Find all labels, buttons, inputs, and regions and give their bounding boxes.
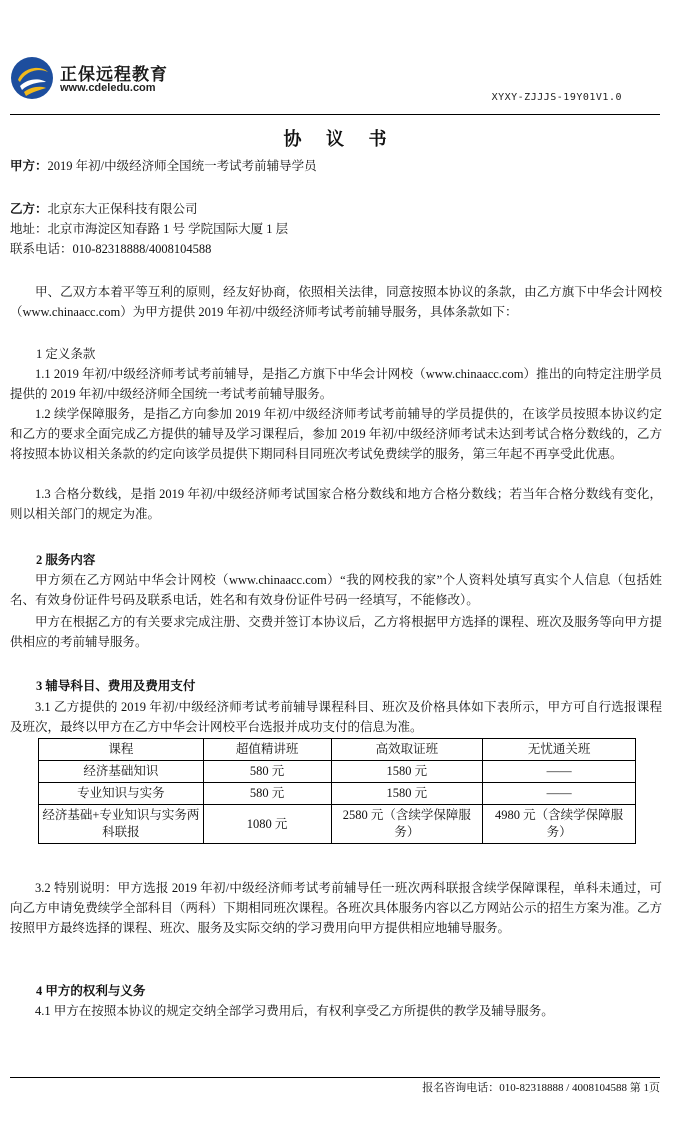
table-cell: 1080 元	[203, 805, 331, 844]
footer-divider	[10, 1077, 660, 1078]
section-2-paragraph-2: 甲方在根据乙方的有关要求完成注册、交费并签订本协议后，乙方将根据甲方选择的课程、班次及服务等向甲方提供相应的考前辅导服务。	[10, 615, 662, 649]
table-header-cell: 超值精讲班	[203, 739, 331, 761]
clause-3-1: 3.1 乙方提供的 2019 年初/中级经济师考试考前辅导课程科目、班次及价格具体如下表所示，甲方可自行选报课程及班次，最终以甲方在乙方中华会计网校平台选报并成功支付的信息为准。	[10, 700, 662, 734]
table-cell: ——	[483, 783, 636, 805]
footer-contact: 报名咨询电话：010-82318888 / 4008104588 第 1页	[422, 1082, 660, 1094]
intro-paragraph: 甲、乙双方本着平等互利的原则，经友好协商，依照相关法律，同意按照本协议的条款，由乙方旗下中华会计网校（www.chinaacc.com）为甲方提供 2019 年初/中级经济师考试考前辅导服务，具体条款如下：	[10, 285, 662, 319]
table-cell: 经济基础知识	[39, 761, 204, 783]
table-cell: 580 元	[203, 783, 331, 805]
table-row	[39, 805, 636, 844]
section-3-heading: 3 辅导科目、费用及费用支付	[36, 679, 196, 693]
table-header-cell: 无忧通关班	[483, 739, 636, 761]
document-code: XYXY-ZJJJS-19Y01V1.0	[491, 92, 622, 103]
clause-1-3: 1.3 合格分数线，是指 2019 年初/中级经济师考试国家合格分数线和地方合格分数线；若当年合格分数线有变化，则以相关部门的规定为准。	[10, 487, 662, 521]
table-header-cell: 课程	[39, 739, 204, 761]
party-a	[10, 156, 660, 176]
table-cell: 2580 元（含续学保障服务）	[331, 805, 483, 844]
table-cell: 4980 元（含续学保障服务）	[483, 805, 636, 844]
clause-1-1: 1.1 2019 年初/中级经济师考试考前辅导，是指乙方旗下中华会计网校（www.chinaacc.com）推出的向特定注册学员提供的 2019 年初/中级经济师全国统一考试考前辅导服务。	[10, 367, 662, 401]
party-b	[10, 199, 660, 219]
clause-4-1: 4.1 甲方在按照本协议的规定交纳全部学习费用后，有权利享受乙方所提供的教学及辅导服务。	[35, 1004, 554, 1018]
table-cell: 专业知识与实务	[39, 783, 204, 805]
party-b-label: 乙方：	[10, 202, 48, 216]
clause-3-2: 3.2 特别说明：甲方选报 2019 年初/中级经济师考试考前辅导任一班次两科联报含续学保障课程，单科未通过，可向乙方申请免费续学全部科目（两科）下期相同班次课程。各班次具体服务内容以乙方网站公示的招生方案为准。乙方按照甲方最终选择的课程、班次、服务及实际交纳的学习费用向甲方提供相应地辅导服务。	[10, 881, 662, 935]
table-row	[39, 783, 636, 805]
fee-table	[38, 738, 636, 844]
table-cell: ——	[483, 761, 636, 783]
table-header-cell: 高效取证班	[331, 739, 483, 761]
party-a-value: 2019 年初/中级经济师全国统一考试考前辅导学员	[47, 159, 317, 173]
table-header-row	[39, 739, 636, 761]
party-b-phone: 联系电话：010-82318888/4008104588	[10, 242, 212, 256]
company-logo-icon	[10, 56, 54, 100]
document-title: 协 议 书	[283, 129, 397, 149]
party-b-value: 北京东大正保科技有限公司	[47, 202, 198, 216]
table-cell: 经济基础+专业知识与实务两科联报	[39, 805, 204, 844]
brand-url: www.cdeledu.com	[60, 82, 156, 94]
header-divider	[10, 114, 660, 115]
table-cell: 1580 元	[331, 761, 483, 783]
clause-1-2: 1.2 续学保障服务，是指乙方向参加 2019 年初/中级经济师考试考前辅导的学员提供的，在该学员按照本协议约定和乙方的要求全面完成乙方提供的辅导及学习课程后，参加 2019 年初/中级经济师考试未达到考试合格分数线的，乙方将按照本协议相关条款的约定向该学员提供下期同科目同班次考试免费续学的服务，第三年起不再享受此优惠。	[10, 407, 662, 461]
section-1-heading: 1 定义条款	[36, 347, 96, 361]
page-header	[0, 0, 680, 116]
table-row	[39, 761, 636, 783]
section-2-paragraph-1: 甲方须在乙方网站中华会计网校（www.chinaacc.com）“我的网校我的家”个人资料处填写真实个人信息（包括姓名、有效身份证件号码及联系电话，姓名和有效身份证件号码一经填写，不能修改）。	[10, 573, 662, 607]
party-a-label: 甲方：	[10, 159, 48, 173]
table-cell: 580 元	[203, 761, 331, 783]
section-4-heading: 4 甲方的权利与义务	[36, 984, 146, 998]
section-2-heading: 2 服务内容	[36, 553, 96, 567]
party-b-address: 地址：北京市海淀区知春路 1 号 学院国际大厦 1 层	[10, 222, 289, 236]
table-cell: 1580 元	[331, 783, 483, 805]
brand-name: 正保远程教育	[60, 65, 168, 85]
